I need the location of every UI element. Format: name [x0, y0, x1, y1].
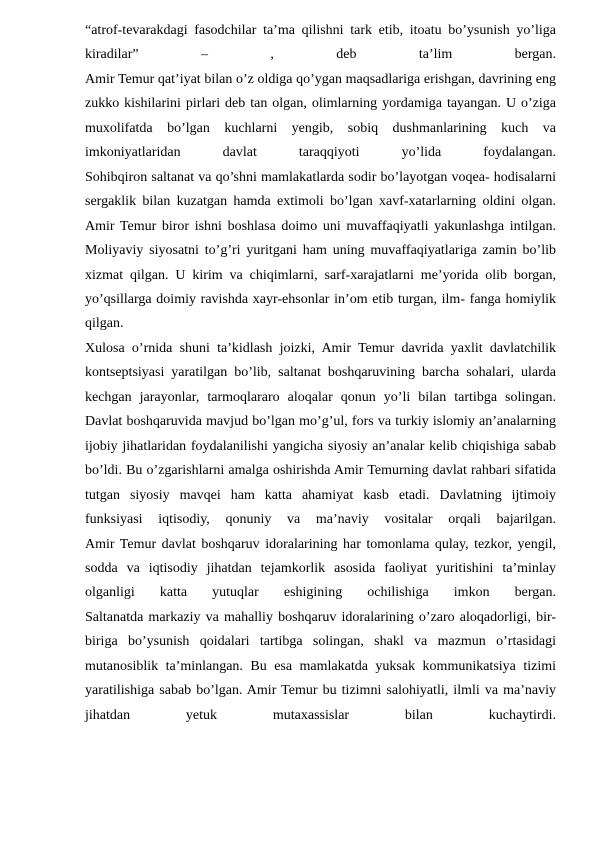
document-body: [85, 19, 556, 728]
paragraph-3: Sohibqiron saltanat va qo’shni mamlakatlarda sodir bo’layotgan voqea- hodisalarni sergaklik bilan kuzatgan hamda extimoli bo’lgan xavf-xatarlarning oldini olgan.: [85, 169, 556, 210]
paragraph-5: Xulosa o’rnida shuni ta’kidlash joizki, Amir Temur davrida yaxlit davlatchilik kontseptsiyasi yaratilgan bo’lib, saltanat boshqaruvining barcha sohalari, ularda kechgan jarayonlar, tarmoqlararo aloqalar qonun yo’li bilan tartibga solingan. Davlat boshqaruvida mavjud bo’lgan mo’g’ul, fors va turkiy islomiy an’analarning ijobiy jihatlaridan foydalanilishi yangicha siyosiy an’analar kelib chiqishiga sabab bo’ldi. Bu o’zgarishlarni amalga oshirishda Amir Temurning davlat rahbari sifatida tutgan siyosiy mavqei ham katta ahamiyat kasb etadi. Davlatning ijtimoiy funksiyasi iqtisodiy, qonuniy va ma’naviy vositalar orqali bajarilgan.: [85, 340, 556, 528]
paragraph-1: “atrof-tevarakdagi fasodchilar ta’ma qilishni tark etib, itoatu bo’ysunish yo’liga kiradilar” – , deb ta’lim bergan.: [85, 23, 556, 63]
paragraph-2: Amir Temur qat’iyat bilan o’z oldiga qo’ygan maqsadlariga erishgan, davrining eng zukko kishilarini pirlari deb tan olgan, olimlarning yordamiga tayangan. U o’ziga muxolifatda bo’lgan kuchlarni yengib, sobiq dushmanlarining kuch va imkoniyatlaridan davlat taraqqiyoti yo’lida foydalangan.: [85, 71, 556, 161]
paragraph-7: Saltanatda markaziy va mahalliy boshqaruv idoralarining o’zaro aloqadorligi, bir-biriga bo’ysunish qoidalari tartibga solingan, shakl va mazmun o’rtasidagi mutanosiblik ta’minlangan. Bu esa mamlakatda yuksak kommunikatsiya tizimi yaratilishiga sabab bo’lgan. Amir Temur bu tizimni salohiyatli, ilmli va ma’naviy jihatdan yetuk mutaxassislar bilan kuchaytirdi.: [85, 609, 556, 723]
paragraph-4: Amir Temur biror ishni boshlasa doimo uni muvaffaqiyatli yakunlashga intilgan. Moliyaviy siyosatni to’g’ri yuritgani ham uning muvaffaqiyatlariga zamin bo’lib xizmat qilgan. U kirim va chiqimlarni, sarf-xarajatlarni me’yorida olib borgan, yo’qsillarga doimiy ravishda xayr-ehsonlar in’om etib turgan, ilm- fanga homiylik qilgan.: [85, 218, 556, 332]
paragraph-6: Amir Temur davlat boshqaruv idoralarining har tomonlama qulay, tezkor, yengil, sodda va iqtisodiy jihatdan tejamkorlik asosida faoliyat yuritishini ta’minlay olganligi katta yutuqlar eshigining ochilishiga imkon bergan.: [85, 536, 556, 601]
